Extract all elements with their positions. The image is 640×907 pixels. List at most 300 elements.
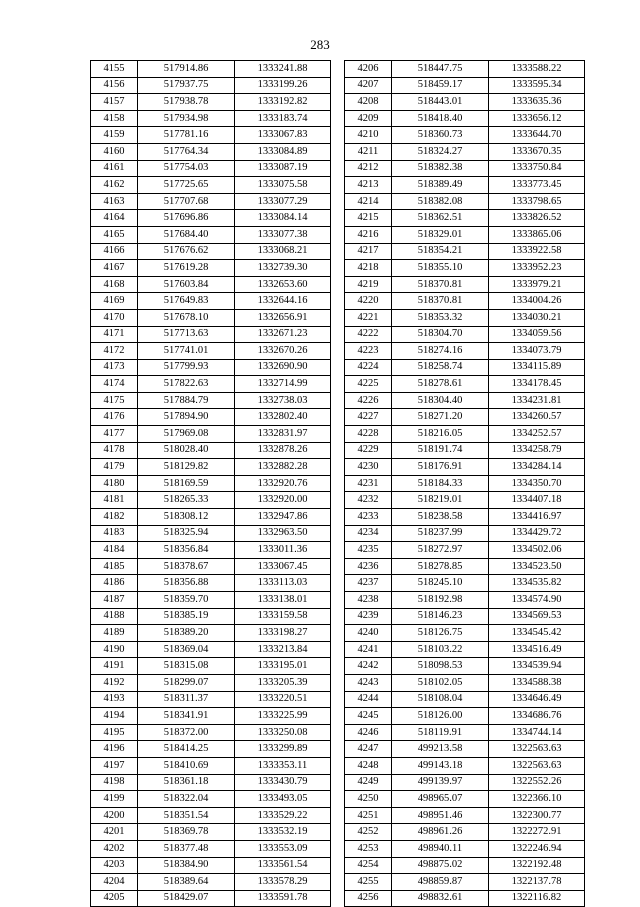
- point-number-cell: 4216: [345, 226, 392, 243]
- table-row: [91, 442, 331, 459]
- x-coordinate-cell: 518353.32: [392, 309, 489, 326]
- point-number-cell: 4161: [91, 160, 138, 177]
- point-number-cell: 4229: [345, 442, 392, 459]
- x-coordinate-cell: 518028.40: [138, 442, 235, 459]
- x-coordinate-cell: 518272.97: [392, 542, 489, 559]
- x-coordinate-cell: 518126.75: [392, 625, 489, 642]
- table-row: [345, 492, 585, 509]
- y-coordinate-cell: 1322563.63: [489, 757, 585, 774]
- y-coordinate-cell: 1334407.18: [489, 492, 585, 509]
- point-number-cell: 4184: [91, 542, 138, 559]
- x-coordinate-cell: 518169.59: [138, 475, 235, 492]
- x-coordinate-cell: 498859.87: [392, 874, 489, 891]
- point-number-cell: 4252: [345, 824, 392, 841]
- x-coordinate-cell: 517725.65: [138, 177, 235, 194]
- table-row: [345, 641, 585, 658]
- table-row: [345, 276, 585, 293]
- x-coordinate-cell: 518184.33: [392, 475, 489, 492]
- point-number-cell: 4177: [91, 426, 138, 443]
- point-number-cell: 4209: [345, 110, 392, 127]
- point-number-cell: 4215: [345, 210, 392, 227]
- x-coordinate-cell: 518098.53: [392, 658, 489, 675]
- x-coordinate-cell: 517894.90: [138, 409, 235, 426]
- y-coordinate-cell: 1333084.14: [235, 210, 331, 227]
- y-coordinate-cell: 1332882.28: [235, 459, 331, 476]
- table-row: [91, 807, 331, 824]
- y-coordinate-cell: 1333299.89: [235, 741, 331, 758]
- table-row: [91, 110, 331, 127]
- x-coordinate-cell: 518356.84: [138, 542, 235, 559]
- y-coordinate-cell: 1333773.45: [489, 177, 585, 194]
- table-row: [345, 94, 585, 111]
- point-number-cell: 4236: [345, 558, 392, 575]
- point-number-cell: 4242: [345, 658, 392, 675]
- y-coordinate-cell: 1332690.90: [235, 359, 331, 376]
- y-coordinate-cell: 1334569.53: [489, 608, 585, 625]
- point-number-cell: 4164: [91, 210, 138, 227]
- y-coordinate-cell: 1333225.99: [235, 708, 331, 725]
- x-coordinate-cell: 517781.16: [138, 127, 235, 144]
- y-coordinate-cell: 1333011.36: [235, 542, 331, 559]
- table-row: [345, 575, 585, 592]
- table-row: [345, 724, 585, 741]
- x-coordinate-cell: 518418.40: [392, 110, 489, 127]
- table-row: [91, 757, 331, 774]
- x-coordinate-cell: 518216.05: [392, 426, 489, 443]
- table-row: [91, 592, 331, 609]
- x-coordinate-cell: 518278.61: [392, 376, 489, 393]
- table-row: [345, 475, 585, 492]
- table-row: [91, 359, 331, 376]
- table-row: [91, 724, 331, 741]
- point-number-cell: 4210: [345, 127, 392, 144]
- table-row: [91, 210, 331, 227]
- point-number-cell: 4166: [91, 243, 138, 260]
- x-coordinate-cell: 518219.01: [392, 492, 489, 509]
- y-coordinate-cell: 1322116.82: [489, 890, 585, 907]
- page-number: 283: [310, 37, 330, 52]
- table-row: [91, 160, 331, 177]
- y-coordinate-cell: 1333588.22: [489, 61, 585, 78]
- table-row: [91, 542, 331, 559]
- table-row: [91, 708, 331, 725]
- table-row: [91, 824, 331, 841]
- x-coordinate-cell: 518308.12: [138, 509, 235, 526]
- point-number-cell: 4190: [91, 641, 138, 658]
- point-number-cell: 4207: [345, 77, 392, 94]
- point-number-cell: 4218: [345, 260, 392, 277]
- point-number-cell: 4217: [345, 243, 392, 260]
- table-row: [345, 542, 585, 559]
- x-coordinate-cell: 518146.23: [392, 608, 489, 625]
- point-number-cell: 4163: [91, 193, 138, 210]
- point-number-cell: 4199: [91, 791, 138, 808]
- table-row: [345, 177, 585, 194]
- point-number-cell: 4222: [345, 326, 392, 343]
- y-coordinate-cell: 1333922.58: [489, 243, 585, 260]
- y-coordinate-cell: 1322552.26: [489, 774, 585, 791]
- point-number-cell: 4227: [345, 409, 392, 426]
- point-number-cell: 4251: [345, 807, 392, 824]
- point-number-cell: 4228: [345, 426, 392, 443]
- x-coordinate-cell: 518245.10: [392, 575, 489, 592]
- point-number-cell: 4223: [345, 343, 392, 360]
- point-number-cell: 4194: [91, 708, 138, 725]
- coordinates-table-right-body: [345, 61, 585, 907]
- point-number-cell: 4171: [91, 326, 138, 343]
- x-coordinate-cell: 518304.70: [392, 326, 489, 343]
- y-coordinate-cell: 1333159.58: [235, 608, 331, 625]
- x-coordinate-cell: 518370.81: [392, 276, 489, 293]
- table-row: [91, 674, 331, 691]
- coordinates-table-left-body: [91, 61, 331, 907]
- x-coordinate-cell: 518378.67: [138, 558, 235, 575]
- table-row: [345, 326, 585, 343]
- point-number-cell: 4208: [345, 94, 392, 111]
- x-coordinate-cell: 518322.04: [138, 791, 235, 808]
- y-coordinate-cell: 1333199.26: [235, 77, 331, 94]
- x-coordinate-cell: 518389.20: [138, 625, 235, 642]
- table-row: [91, 890, 331, 907]
- point-number-cell: 4179: [91, 459, 138, 476]
- x-coordinate-cell: 518369.78: [138, 824, 235, 841]
- y-coordinate-cell: 1334646.49: [489, 691, 585, 708]
- x-coordinate-cell: 517713.63: [138, 326, 235, 343]
- table-row: [345, 409, 585, 426]
- y-coordinate-cell: 1334252.57: [489, 426, 585, 443]
- x-coordinate-cell: 518265.33: [138, 492, 235, 509]
- point-number-cell: 4224: [345, 359, 392, 376]
- y-coordinate-cell: 1333826.52: [489, 210, 585, 227]
- y-coordinate-cell: 1332670.26: [235, 343, 331, 360]
- table-row: [345, 824, 585, 841]
- x-coordinate-cell: 498940.11: [392, 840, 489, 857]
- table-row: [345, 558, 585, 575]
- y-coordinate-cell: 1333068.21: [235, 243, 331, 260]
- point-number-cell: 4158: [91, 110, 138, 127]
- x-coordinate-cell: 518325.94: [138, 525, 235, 542]
- x-coordinate-cell: 518192.98: [392, 592, 489, 609]
- y-coordinate-cell: 1334059.56: [489, 326, 585, 343]
- point-number-cell: 4205: [91, 890, 138, 907]
- x-coordinate-cell: 518370.81: [392, 293, 489, 310]
- y-coordinate-cell: 1322192.48: [489, 857, 585, 874]
- table-row: [345, 625, 585, 642]
- y-coordinate-cell: 1334073.79: [489, 343, 585, 360]
- x-coordinate-cell: 518359.70: [138, 592, 235, 609]
- x-coordinate-cell: 518238.58: [392, 509, 489, 526]
- table-row: [345, 193, 585, 210]
- x-coordinate-cell: 518278.85: [392, 558, 489, 575]
- x-coordinate-cell: 518119.91: [392, 724, 489, 741]
- y-coordinate-cell: 1333075.58: [235, 177, 331, 194]
- x-coordinate-cell: 518372.00: [138, 724, 235, 741]
- y-coordinate-cell: 1333192.82: [235, 94, 331, 111]
- x-coordinate-cell: 517822.63: [138, 376, 235, 393]
- point-number-cell: 4232: [345, 492, 392, 509]
- y-coordinate-cell: 1334258.79: [489, 442, 585, 459]
- point-number-cell: 4204: [91, 874, 138, 891]
- table-row: [345, 226, 585, 243]
- table-row: [91, 376, 331, 393]
- y-coordinate-cell: 1322563.63: [489, 741, 585, 758]
- y-coordinate-cell: 1332947.86: [235, 509, 331, 526]
- y-coordinate-cell: 1333077.29: [235, 193, 331, 210]
- point-number-cell: 4213: [345, 177, 392, 194]
- table-row: [91, 741, 331, 758]
- x-coordinate-cell: 517649.83: [138, 293, 235, 310]
- y-coordinate-cell: 1334744.14: [489, 724, 585, 741]
- y-coordinate-cell: 1333529.22: [235, 807, 331, 824]
- point-number-cell: 4212: [345, 160, 392, 177]
- x-coordinate-cell: 518108.04: [392, 691, 489, 708]
- x-coordinate-cell: 498961.26: [392, 824, 489, 841]
- table-row: [91, 127, 331, 144]
- point-number-cell: 4176: [91, 409, 138, 426]
- table-row: [91, 641, 331, 658]
- y-coordinate-cell: 1333635.36: [489, 94, 585, 111]
- y-coordinate-cell: 1334284.14: [489, 459, 585, 476]
- point-number-cell: 4200: [91, 807, 138, 824]
- x-coordinate-cell: 517934.98: [138, 110, 235, 127]
- point-number-cell: 4243: [345, 674, 392, 691]
- point-number-cell: 4247: [345, 741, 392, 758]
- point-number-cell: 4174: [91, 376, 138, 393]
- x-coordinate-cell: 518459.17: [392, 77, 489, 94]
- x-coordinate-cell: 518382.38: [392, 160, 489, 177]
- point-number-cell: 4197: [91, 757, 138, 774]
- x-coordinate-cell: 518360.73: [392, 127, 489, 144]
- x-coordinate-cell: 517684.40: [138, 226, 235, 243]
- table-row: [345, 260, 585, 277]
- table-row: [345, 509, 585, 526]
- table-row: [345, 857, 585, 874]
- y-coordinate-cell: 1322300.77: [489, 807, 585, 824]
- point-number-cell: 4175: [91, 392, 138, 409]
- x-coordinate-cell: 518315.08: [138, 658, 235, 675]
- table-row: [345, 143, 585, 160]
- x-coordinate-cell: 518191.74: [392, 442, 489, 459]
- y-coordinate-cell: 1333644.70: [489, 127, 585, 144]
- point-number-cell: 4255: [345, 874, 392, 891]
- point-number-cell: 4181: [91, 492, 138, 509]
- x-coordinate-cell: 518384.90: [138, 857, 235, 874]
- table-row: [345, 708, 585, 725]
- table-row: [345, 293, 585, 310]
- y-coordinate-cell: 1334416.97: [489, 509, 585, 526]
- table-row: [91, 243, 331, 260]
- x-coordinate-cell: 518382.08: [392, 193, 489, 210]
- y-coordinate-cell: 1333241.88: [235, 61, 331, 78]
- point-number-cell: 4170: [91, 309, 138, 326]
- point-number-cell: 4189: [91, 625, 138, 642]
- y-coordinate-cell: 1333952.23: [489, 260, 585, 277]
- point-number-cell: 4254: [345, 857, 392, 874]
- y-coordinate-cell: 1333067.45: [235, 558, 331, 575]
- point-number-cell: 4157: [91, 94, 138, 111]
- table-row: [91, 509, 331, 526]
- point-number-cell: 4237: [345, 575, 392, 592]
- y-coordinate-cell: 1333798.65: [489, 193, 585, 210]
- x-coordinate-cell: 518237.99: [392, 525, 489, 542]
- y-coordinate-cell: 1334686.76: [489, 708, 585, 725]
- x-coordinate-cell: 518362.51: [392, 210, 489, 227]
- point-number-cell: 4248: [345, 757, 392, 774]
- y-coordinate-cell: 1333084.89: [235, 143, 331, 160]
- y-coordinate-cell: 1332738.03: [235, 392, 331, 409]
- x-coordinate-cell: 518176.91: [392, 459, 489, 476]
- table-row: [345, 691, 585, 708]
- x-coordinate-cell: 518329.01: [392, 226, 489, 243]
- table-row: [91, 608, 331, 625]
- table-row: [91, 193, 331, 210]
- point-number-cell: 4225: [345, 376, 392, 393]
- point-number-cell: 4180: [91, 475, 138, 492]
- point-number-cell: 4253: [345, 840, 392, 857]
- y-coordinate-cell: 1334588.38: [489, 674, 585, 691]
- point-number-cell: 4231: [345, 475, 392, 492]
- table-row: [345, 674, 585, 691]
- x-coordinate-cell: 518271.20: [392, 409, 489, 426]
- point-number-cell: 4168: [91, 276, 138, 293]
- y-coordinate-cell: 1332802.40: [235, 409, 331, 426]
- x-coordinate-cell: 518324.27: [392, 143, 489, 160]
- y-coordinate-cell: 1334178.45: [489, 376, 585, 393]
- x-coordinate-cell: 517884.79: [138, 392, 235, 409]
- y-coordinate-cell: 1333113.03: [235, 575, 331, 592]
- point-number-cell: 4238: [345, 592, 392, 609]
- y-coordinate-cell: 1333213.84: [235, 641, 331, 658]
- x-coordinate-cell: 518369.04: [138, 641, 235, 658]
- table-row: [91, 426, 331, 443]
- table-row: [345, 592, 585, 609]
- x-coordinate-cell: 498965.07: [392, 791, 489, 808]
- point-number-cell: 4162: [91, 177, 138, 194]
- point-number-cell: 4195: [91, 724, 138, 741]
- y-coordinate-cell: 1333183.74: [235, 110, 331, 127]
- x-coordinate-cell: 518354.21: [392, 243, 489, 260]
- x-coordinate-cell: 517696.86: [138, 210, 235, 227]
- x-coordinate-cell: 517938.78: [138, 94, 235, 111]
- y-coordinate-cell: 1333195.01: [235, 658, 331, 675]
- y-coordinate-cell: 1322366.10: [489, 791, 585, 808]
- point-number-cell: 4187: [91, 592, 138, 609]
- point-number-cell: 4178: [91, 442, 138, 459]
- y-coordinate-cell: 1334539.94: [489, 658, 585, 675]
- y-coordinate-cell: 1333591.78: [235, 890, 331, 907]
- y-coordinate-cell: 1332739.30: [235, 260, 331, 277]
- point-number-cell: 4165: [91, 226, 138, 243]
- y-coordinate-cell: 1334545.42: [489, 625, 585, 642]
- x-coordinate-cell: 498875.02: [392, 857, 489, 874]
- y-coordinate-cell: 1334030.21: [489, 309, 585, 326]
- table-row: [91, 874, 331, 891]
- y-coordinate-cell: 1332671.23: [235, 326, 331, 343]
- table-row: [345, 791, 585, 808]
- x-coordinate-cell: 517676.62: [138, 243, 235, 260]
- point-number-cell: 4159: [91, 127, 138, 144]
- y-coordinate-cell: 1333865.06: [489, 226, 585, 243]
- x-coordinate-cell: 518274.16: [392, 343, 489, 360]
- x-coordinate-cell: 517914.86: [138, 61, 235, 78]
- y-coordinate-cell: 1332644.16: [235, 293, 331, 310]
- table-row: [345, 110, 585, 127]
- point-number-cell: 4226: [345, 392, 392, 409]
- x-coordinate-cell: 518129.82: [138, 459, 235, 476]
- y-coordinate-cell: 1333578.29: [235, 874, 331, 891]
- x-coordinate-cell: 518299.07: [138, 674, 235, 691]
- table-row: [91, 326, 331, 343]
- table-row: [345, 608, 585, 625]
- x-coordinate-cell: 518258.74: [392, 359, 489, 376]
- y-coordinate-cell: 1334004.26: [489, 293, 585, 310]
- y-coordinate-cell: 1333353.11: [235, 757, 331, 774]
- point-number-cell: 4230: [345, 459, 392, 476]
- point-number-cell: 4156: [91, 77, 138, 94]
- table-row: [345, 442, 585, 459]
- x-coordinate-cell: 518443.01: [392, 94, 489, 111]
- point-number-cell: 4203: [91, 857, 138, 874]
- point-number-cell: 4191: [91, 658, 138, 675]
- y-coordinate-cell: 1333561.54: [235, 857, 331, 874]
- y-coordinate-cell: 1333553.09: [235, 840, 331, 857]
- table-row: [345, 459, 585, 476]
- table-row: [345, 874, 585, 891]
- point-number-cell: 4183: [91, 525, 138, 542]
- table-row: [345, 757, 585, 774]
- x-coordinate-cell: 517603.84: [138, 276, 235, 293]
- x-coordinate-cell: 499139.97: [392, 774, 489, 791]
- x-coordinate-cell: 518377.48: [138, 840, 235, 857]
- table-row: [91, 857, 331, 874]
- x-coordinate-cell: 517678.10: [138, 309, 235, 326]
- x-coordinate-cell: 518410.69: [138, 757, 235, 774]
- point-number-cell: 4244: [345, 691, 392, 708]
- y-coordinate-cell: 1332656.91: [235, 309, 331, 326]
- table-row: [345, 840, 585, 857]
- table-row: [345, 392, 585, 409]
- y-coordinate-cell: 1333532.19: [235, 824, 331, 841]
- point-number-cell: 4256: [345, 890, 392, 907]
- point-number-cell: 4196: [91, 741, 138, 758]
- table-row: [91, 293, 331, 310]
- point-number-cell: 4214: [345, 193, 392, 210]
- y-coordinate-cell: 1322137.78: [489, 874, 585, 891]
- y-coordinate-cell: 1332963.50: [235, 525, 331, 542]
- table-row: [345, 658, 585, 675]
- table-row: [91, 61, 331, 78]
- point-number-cell: 4246: [345, 724, 392, 741]
- table-row: [91, 625, 331, 642]
- table-row: [91, 525, 331, 542]
- table-row: [91, 658, 331, 675]
- x-coordinate-cell: 517754.03: [138, 160, 235, 177]
- y-coordinate-cell: 1322272.91: [489, 824, 585, 841]
- y-coordinate-cell: 1332878.26: [235, 442, 331, 459]
- point-number-cell: 4167: [91, 260, 138, 277]
- x-coordinate-cell: 517741.01: [138, 343, 235, 360]
- table-row: [345, 890, 585, 907]
- table-row: [91, 774, 331, 791]
- coordinates-table-right: [344, 60, 585, 907]
- point-number-cell: 4185: [91, 558, 138, 575]
- x-coordinate-cell: 518385.19: [138, 608, 235, 625]
- point-number-cell: 4241: [345, 641, 392, 658]
- table-row: [91, 226, 331, 243]
- x-coordinate-cell: 518389.64: [138, 874, 235, 891]
- x-coordinate-cell: 517799.93: [138, 359, 235, 376]
- table-row: [345, 77, 585, 94]
